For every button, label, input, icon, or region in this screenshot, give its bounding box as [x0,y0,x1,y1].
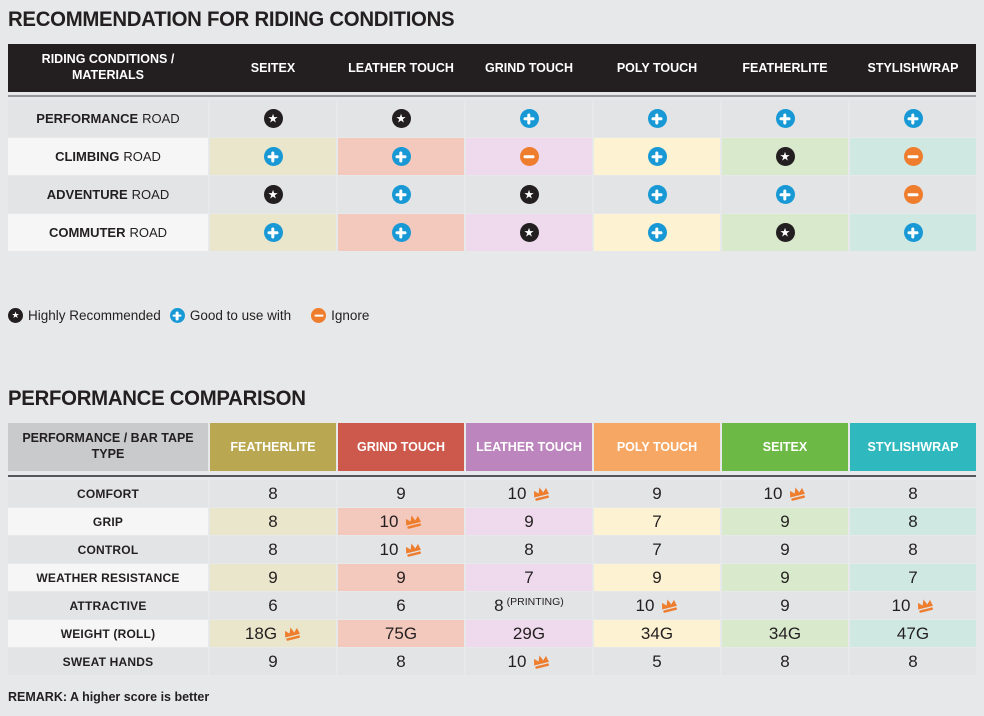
score-value: 8 [494,596,504,615]
score-cell [210,536,336,563]
score-value: 75G [384,624,418,643]
score-cell [210,648,336,675]
score-cell [466,536,592,563]
metric-label: WEIGHT (ROLL) [8,620,208,647]
plus-icon [904,109,923,128]
score-value: 6 [396,596,406,615]
condition-label: CLIMBING ROAD [8,138,208,175]
score-cell [338,592,464,619]
score-cell [338,620,464,647]
metric-label: ATTRACTIVE [8,592,208,619]
score-value: 34G [768,624,802,643]
crown-icon [787,484,808,503]
tape-header-cell: STYLISHWRAP [850,423,976,471]
performance-table [8,423,976,675]
star-icon [520,185,539,204]
legend [8,308,976,323]
score-cell [722,536,848,563]
score-cell [850,480,976,507]
rating-cell [466,214,592,251]
rating-cell [850,176,976,213]
score-cell [722,620,848,647]
score-value: 7 [652,512,662,531]
rating-cell [722,100,848,137]
minus-icon [520,147,539,166]
legend-item-good-to-use [170,308,291,323]
score-value: 8 [268,540,278,559]
score-value: 7 [524,568,534,587]
plus-icon [264,223,283,242]
riding-table-header [8,44,976,92]
rating-cell [594,176,720,213]
score-value: 8 [780,652,790,671]
metric-row [8,592,976,619]
score-cell [338,536,464,563]
plus-icon [648,147,667,166]
score-cell [722,648,848,675]
score-value: 9 [652,484,662,503]
rating-cell [850,138,976,175]
score-cell [338,648,464,675]
legend-item-ignore [311,308,369,323]
score-value: 7 [908,568,918,587]
metric-row [8,564,976,591]
score-value: 9 [780,512,790,531]
score-cell [594,620,720,647]
metric-label: COMFORT [8,480,208,507]
score-value: 18G [244,624,278,643]
score-cell [594,564,720,591]
star-icon [520,223,539,242]
minus-icon [904,147,923,166]
score-cell [850,648,976,675]
score-value: 9 [780,568,790,587]
performance-table-title: PERFORMANCE COMPARISON [8,387,306,410]
score-value: 9 [524,512,534,531]
score-value: 8 [908,484,918,503]
metric-row [8,620,976,647]
score-cell [594,536,720,563]
plus-icon [392,147,411,166]
score-cell [722,480,848,507]
rating-cell [722,214,848,251]
score-cell [466,620,592,647]
plus-icon [648,109,667,128]
plus-icon [264,147,283,166]
tape-header-cell: SEITEX [722,423,848,471]
score-cell [210,564,336,591]
score-value: 29G [512,624,546,643]
rating-cell [338,176,464,213]
score-value: 8 [908,540,918,559]
performance-table-header [8,423,976,471]
riding-header-cell: STYLISHWRAP [867,60,959,75]
riding-header-cell: SEITEX [250,60,296,75]
legend-item-highly-recommended [8,308,161,323]
riding-header-cell: LEATHER TOUCH [348,60,454,75]
legend-label: Good to use with [189,308,292,323]
score-cell [850,508,976,535]
score-value: 47G [896,624,930,643]
score-cell [722,508,848,535]
metric-label: CONTROL [8,536,208,563]
score-cell [210,620,336,647]
riding-row [8,138,976,175]
printing-note: (PRINTING) [506,595,564,608]
score-cell [850,592,976,619]
metric-row [8,480,976,507]
rating-cell [722,176,848,213]
crown-icon [531,484,552,503]
score-value: 10 [763,484,783,503]
rating-cell [210,138,336,175]
riding-row [8,214,976,251]
condition-label: COMMUTER ROAD [8,214,208,251]
plus-icon [776,185,795,204]
score-cell [850,564,976,591]
rating-cell [210,100,336,137]
score-value: 9 [780,596,790,615]
score-cell [466,564,592,591]
star-icon [264,109,283,128]
star-icon [776,223,795,242]
condition-label: ADVENTURE ROAD [8,176,208,213]
score-cell [338,508,464,535]
plus-icon [904,223,923,242]
score-cell [210,592,336,619]
rating-cell [338,138,464,175]
score-cell [722,564,848,591]
metric-label: WEATHER RESISTANCE [8,564,208,591]
rating-cell [850,214,976,251]
crown-icon [403,512,424,531]
score-cell [594,592,720,619]
score-value: 9 [396,484,406,503]
riding-table-header-divider [8,95,976,97]
condition-label-bold: COMMUTER [48,225,126,240]
legend-label: Ignore [331,308,370,323]
rating-cell [466,176,592,213]
riding-table-body [8,100,976,251]
metric-row [8,508,976,535]
condition-label: PERFORMANCE ROAD [8,100,208,137]
score-value: 6 [268,596,278,615]
rating-cell [594,214,720,251]
score-value: 8 [396,652,406,671]
minus-icon [311,308,326,323]
plus-icon [520,109,539,128]
condition-label-bold: ADVENTURE [46,187,128,202]
star-icon [264,185,283,204]
rating-cell [594,100,720,137]
score-cell [466,592,592,619]
riding-table [8,44,976,251]
plus-icon [648,223,667,242]
plus-icon [170,308,185,323]
metric-label: SWEAT HANDS [8,648,208,675]
score-value: 8 [908,512,918,531]
tape-header-cell: POLY TOUCH [594,423,720,471]
riding-table-title: RECOMMENDATION FOR RIDING CONDITIONS [8,8,455,31]
rating-cell [850,100,976,137]
star-icon [776,147,795,166]
score-value: 8 [908,652,918,671]
score-cell [594,480,720,507]
tape-header-cell: FEATHERLITE [210,423,336,471]
score-cell [594,508,720,535]
metric-row [8,648,976,675]
crown-icon [282,624,303,643]
tape-header-cell: GRIND TOUCH [338,423,464,471]
score-cell [466,480,592,507]
score-cell [466,648,592,675]
score-cell [722,592,848,619]
riding-row [8,100,976,137]
score-cell [850,620,976,647]
score-cell [594,648,720,675]
condition-label-bold: CLIMBING [55,149,120,164]
rating-cell [466,138,592,175]
score-value: 5 [652,652,662,671]
score-value: 10 [379,540,399,559]
rating-cell [466,100,592,137]
score-value: 9 [268,568,278,587]
performance-table-header-divider [8,475,976,477]
score-value: 9 [396,568,406,587]
crown-icon [915,596,936,615]
score-cell [466,508,592,535]
legend-label: Highly Recommended [28,308,161,323]
metric-row [8,536,976,563]
score-value: 10 [507,652,527,671]
score-cell [338,480,464,507]
riding-row [8,176,976,213]
riding-header-cell: FEATHERLITE [742,60,828,75]
performance-table-body [8,480,976,675]
score-cell [210,508,336,535]
score-value: 9 [780,540,790,559]
score-value: 7 [652,540,662,559]
score-value: 9 [268,652,278,671]
crown-icon [531,652,552,671]
score-cell [338,564,464,591]
riding-header-first-cell: RIDING CONDITIONS / MATERIALS [41,52,175,82]
score-value: 34G [640,624,674,643]
minus-icon [904,185,923,204]
score-value: 8 [268,484,278,503]
score-value: 8 [524,540,534,559]
remark: REMARK: A higher score is better [8,690,210,704]
plus-icon [392,223,411,242]
rating-cell [722,138,848,175]
riding-header-cell: GRIND TOUCH [485,60,573,75]
rating-cell [338,214,464,251]
star-icon [8,308,23,323]
score-cell [210,480,336,507]
score-value: 10 [891,596,911,615]
condition-label-bold: PERFORMANCE [36,111,139,126]
star-icon [392,109,411,128]
rating-cell [210,176,336,213]
score-value: 8 [268,512,278,531]
crown-icon [659,596,680,615]
crown-icon [403,540,424,559]
metric-label: GRIP [8,508,208,535]
performance-header-first-cell: PERFORMANCE / BAR TAPE TYPE [8,423,208,471]
plus-icon [648,185,667,204]
riding-header-cell: POLY TOUCH [616,60,698,75]
score-value: 10 [507,484,527,503]
score-value: 10 [635,596,655,615]
rating-cell [338,100,464,137]
score-value: 10 [379,512,399,531]
plus-icon [776,109,795,128]
plus-icon [392,185,411,204]
score-value: 9 [652,568,662,587]
rating-cell [210,214,336,251]
rating-cell [594,138,720,175]
score-cell [850,536,976,563]
tape-header-cell: LEATHER TOUCH [466,423,592,471]
